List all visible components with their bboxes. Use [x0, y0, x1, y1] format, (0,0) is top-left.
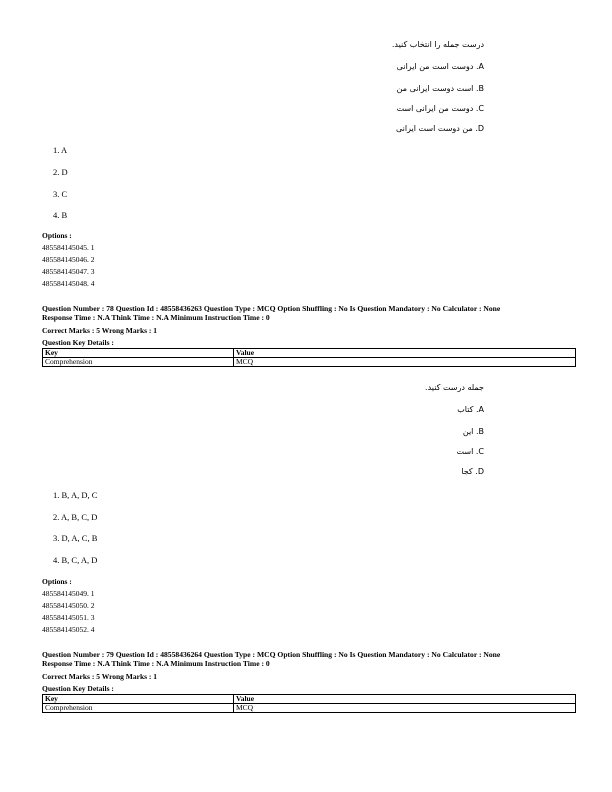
q77-choice-a: A. دوست است من ایرانی [396, 62, 484, 71]
q79-header [42, 651, 577, 668]
q77-answer-1: 1. A [53, 145, 68, 155]
q77-choice-d: D. من دوست است ایرانی [395, 124, 484, 133]
q77-option-id-4: 485584145048. 4 [42, 279, 95, 288]
q79-header-line2: Response Time : N.A Think Time : N.A Minimum Instruction Time : 0 [42, 658, 270, 668]
q77-option-id-2: 485584145046. 2 [42, 255, 95, 264]
q79-header-line1: Question Number : 79 Question Id : 48558436264 Question Type : MCQ Option Shuffling : No Is Question Mandatory : No Calculator : None [42, 650, 501, 659]
q77-answer-3: 3. C [53, 189, 68, 199]
q78-key-cell: Comprehension [43, 358, 234, 367]
q77-choice-b: B. است دوست ایرانی من [396, 84, 484, 93]
q78-choice-c: C. است [456, 447, 484, 456]
q78-answer-3: 3. D, A, C, B [53, 533, 98, 543]
q77-options-label: Options : [42, 231, 72, 240]
q78-answer-2: 2. A, B, C, D [53, 512, 98, 522]
q79-key-cell: Comprehension [43, 704, 234, 713]
q78-value-cell: MCQ [234, 358, 576, 367]
q78-options-label: Options : [42, 577, 72, 586]
q78-header-line2: Response Time : N.A Think Time : N.A Minimum Instruction Time : 0 [42, 312, 270, 322]
q78-answer-4: 4. B, C, A, D [53, 555, 98, 565]
q79-key-table [42, 694, 576, 713]
q78-header [42, 305, 577, 322]
q78-option-id-4: 485584145052. 4 [42, 625, 95, 634]
q78-key-header: Key [43, 349, 234, 358]
q79-value-cell: MCQ [234, 704, 576, 713]
q78-choice-a: A. کتاب [457, 405, 484, 414]
q78-option-id-1: 485584145049. 1 [42, 589, 95, 598]
q77-option-id-1: 485584145045. 1 [42, 243, 95, 252]
q77-answer-2: 2. D [53, 167, 68, 177]
q79-value-header: Value [234, 695, 576, 704]
q77-answer-4: 4. B [53, 210, 68, 220]
q78-choice-d: D. کجا [461, 467, 484, 476]
q77-stem: درست جمله را انتخاب کنید. [391, 40, 484, 49]
q78-option-id-3: 485584145051. 3 [42, 613, 95, 622]
q79-marks: Correct Marks : 5 Wrong Marks : 1 [42, 672, 158, 681]
q78-key-details: Question Key Details : [42, 338, 114, 347]
q78-key-table [42, 348, 576, 367]
q79-key-details: Question Key Details : [42, 684, 114, 693]
q78-header-line1: Question Number : 78 Question Id : 48558436263 Question Type : MCQ Option Shuffling : No Is Question Mandatory : No Calculator : None [42, 304, 501, 313]
q79-key-header: Key [43, 695, 234, 704]
q78-option-id-2: 485584145050. 2 [42, 601, 95, 610]
q78-stem: جمله درست کنید. [425, 383, 484, 392]
q78-marks: Correct Marks : 5 Wrong Marks : 1 [42, 326, 158, 335]
q78-answer-1: 1. B, A, D, C [53, 490, 98, 500]
q77-choice-c: C. دوست من ایرانی است [396, 104, 484, 113]
q78-value-header: Value [234, 349, 576, 358]
q78-choice-b: B. این [462, 427, 484, 436]
q77-option-id-3: 485584145047. 3 [42, 267, 95, 276]
